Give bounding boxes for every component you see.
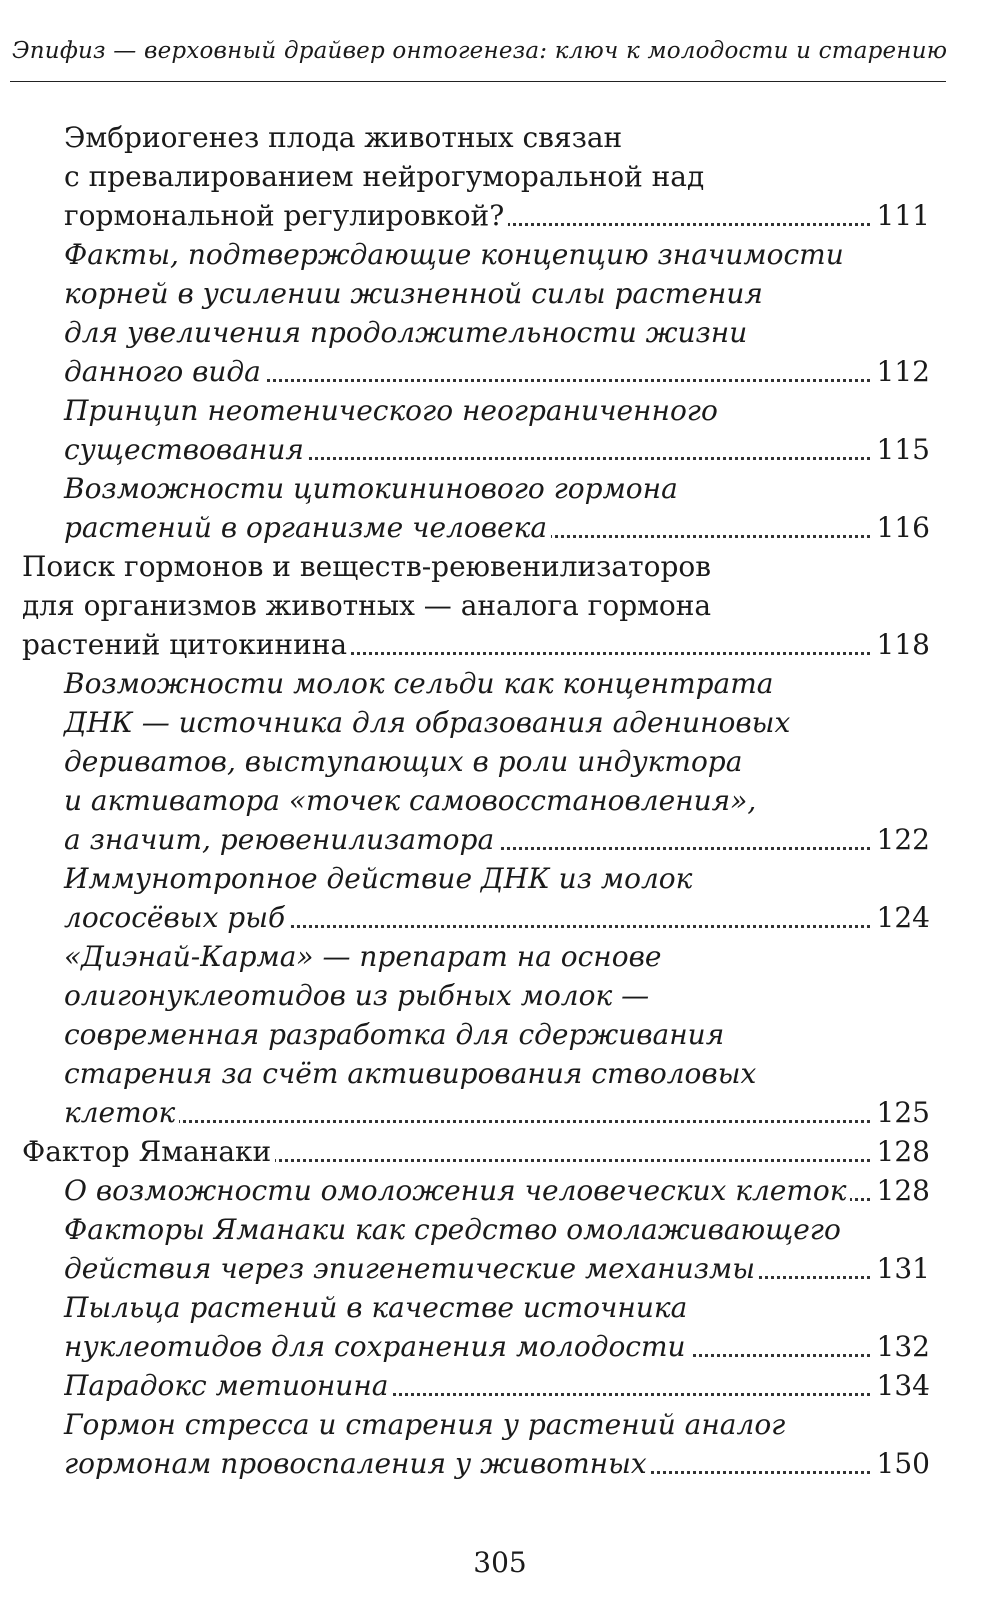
toc-entry-line: ДНК — источника для образования адениновых [64,706,791,739]
toc-entry-line: современная разработка для сдерживания [64,1018,725,1051]
toc-entry-line: для организмов животных — аналога гормона [22,589,712,622]
toc-page-number: 134 [871,1366,930,1405]
toc-entry[interactable] [64,1210,1000,1288]
toc-entry-line: и активатора «точек самовосстановления», [64,784,757,817]
toc-entry[interactable] [64,391,1000,469]
toc-page-number: 111 [871,196,930,235]
toc-entry[interactable] [64,1405,1000,1483]
toc-entry-line: Факты, подтверждающие концепцию значимости [64,238,844,271]
toc-page-number: 132 [871,1327,930,1366]
toc-entry-line: Факторы Яманаки как средство омолаживающего [64,1213,841,1246]
toc-entry-line: корней в усилении жизненной силы растения [64,277,763,310]
toc-entry-title: действия через эпигенетические механизмы [64,1252,759,1285]
toc-entry-title: а значит, реювенилизатора [64,823,498,856]
table-of-contents [0,118,1000,1483]
toc-entry-line: старения за счёт активирования стволовых [64,1057,757,1090]
toc-entry-title: лососёвых рыб [64,901,289,934]
toc-entry-line: дериватов, выступающих в роли индуктора [64,745,743,778]
toc-entry[interactable] [64,469,1000,547]
toc-entry-line: Иммунотропное действие ДНК из молок [64,862,693,895]
toc-entry-line: для увеличения продолжительности жизни [64,316,748,349]
toc-entry-title: клеток [64,1096,179,1129]
toc-entry[interactable] [64,859,1000,937]
toc-entry-line: Возможности молок сельди как концентрата [64,667,774,700]
toc-page-number: 115 [871,430,930,469]
toc-page-number: 125 [871,1093,930,1132]
toc-entry[interactable] [64,1366,1000,1405]
toc-page-number: 131 [871,1249,930,1288]
toc-entry-line: с превалированием нейрогуморальной над [64,160,705,193]
toc-entry[interactable] [64,235,1000,391]
toc-entry-line: Принцип неотенического неограниченного [64,394,718,427]
toc-page-number: 112 [871,352,930,391]
toc-entry-title: Парадокс метионина [64,1369,392,1402]
toc-entry-line: Пыльца растений в качестве источника [64,1291,688,1324]
toc-entry-title: растений в организме человека [64,511,551,544]
toc-entry-line: Поиск гормонов и веществ-реювенилизаторов [22,550,712,583]
toc-entry-title: растений цитокинина [22,628,351,661]
toc-page-number: 128 [871,1132,930,1171]
toc-entry-title: Фактор Яманаки [22,1135,275,1168]
toc-entry-title: гормонам провоспаления у животных [64,1447,651,1480]
dot-leader [64,1120,930,1123]
header-rule [10,81,946,82]
toc-entry[interactable] [64,1288,1000,1366]
toc-entry-title: О возможности омоложения человеческих клеток [64,1174,850,1207]
toc-page-number: 122 [871,820,930,859]
page-number: 305 [473,1546,527,1579]
running-head: Эпифиз — верховный драйвер онтогенеза: ключ к молодости и старению [12,38,948,64]
toc-entry-line: Эмбриогенез плода животных связан [64,121,623,154]
toc-page-number: 116 [871,508,930,547]
toc-entry[interactable] [64,937,1000,1132]
toc-page-number: 118 [871,625,930,664]
toc-entry-title: данного вида [64,355,265,388]
toc-page-number: 124 [871,898,930,937]
toc-entry[interactable] [64,118,1000,235]
toc-page-number: 150 [871,1444,930,1483]
toc-entry-title: гормональной регулировкой? [64,199,508,232]
toc-entry[interactable] [64,1171,1000,1210]
toc-entry-title: нуклеотидов для сохранения молодости [64,1330,690,1363]
toc-entry-title: существования [64,433,308,466]
toc-entry[interactable] [22,547,1000,664]
toc-entry[interactable] [64,664,1000,859]
toc-entry-line: «Диэнай-Карма» — препарат на основе [64,940,662,973]
toc-page-number: 128 [871,1171,930,1210]
toc-entry-line: Возможности цитокининового гормона [64,472,678,505]
toc-entry-line: олигонуклеотидов из рыбных молок — [64,979,650,1012]
toc-entry-line: Гормон стресса и старения у растений аналог [64,1408,786,1441]
toc-entry[interactable] [22,1132,1000,1171]
